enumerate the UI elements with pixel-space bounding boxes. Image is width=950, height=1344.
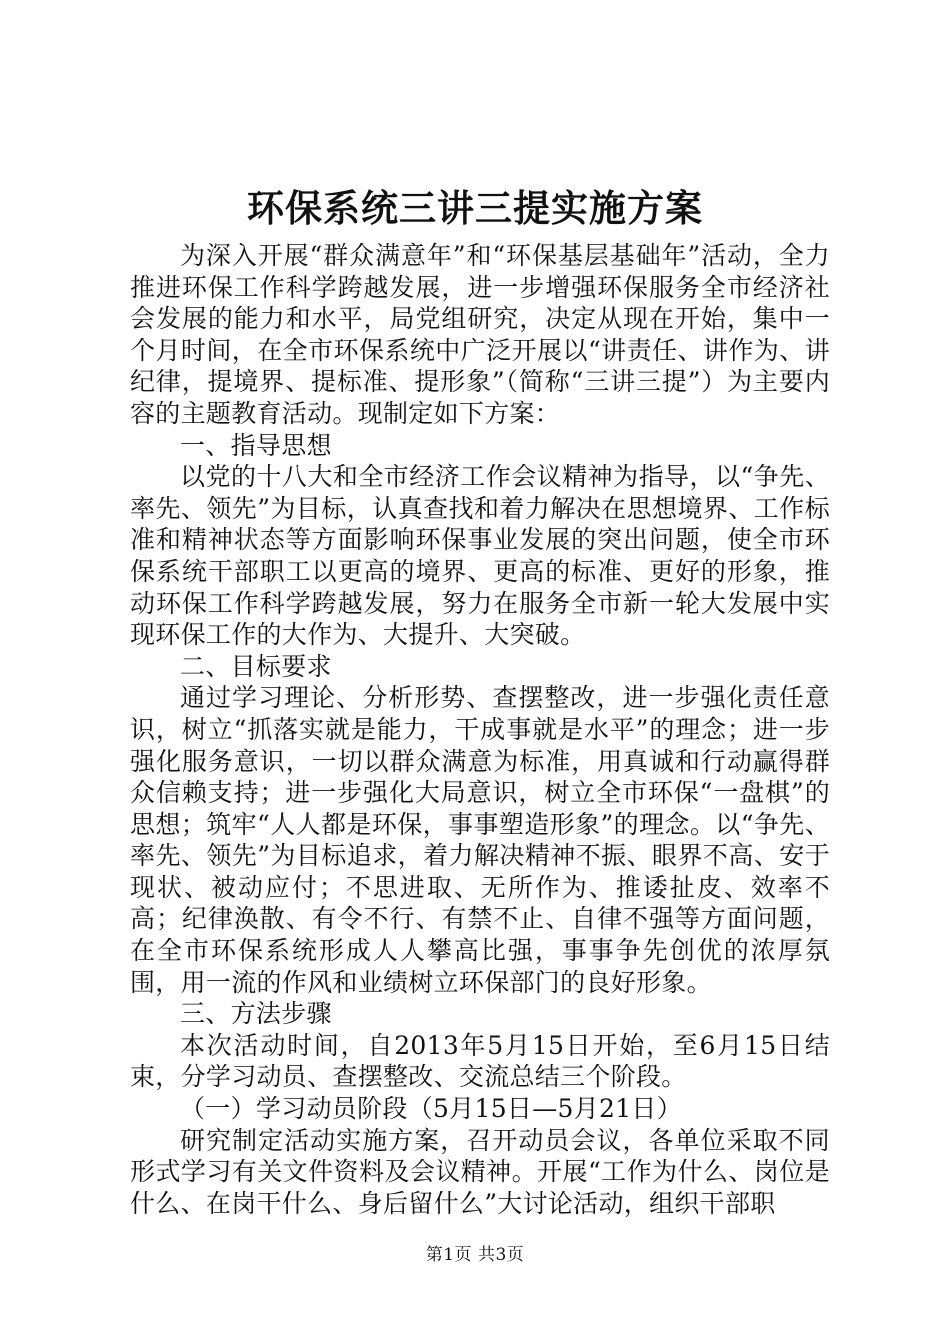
page-footer: 第1页 共3页 (425, 1245, 525, 1265)
section-heading-steps: 三、方法步骤 (180, 999, 332, 1029)
subsection-heading-study-phase: （一）学习动员阶段（5月15日—5月21日） (180, 1094, 683, 1124)
paragraph-goals: 通过学习理论、分析形势、查摆整改，进一步强化责任意识，树立“抓落实就是能力，干成事就是水平”的理念；进一步强化服务意识，一切以群众满意为标准，用真诚和行动赢得群众信赖支持；进一步强化大局意识，树立全市环保“一盘棋”的思想；筑牢“人人都是环保，事事塑造形象”的理念。以“争先、率先、领先”为目标追求，着力解决精神不振、眼界不高、安于现状、被动应付；不思进取、无所作为、推诿扯皮、效率不高；纪律涣散、有令不行、有禁不止、自律不强等方面问题，在全市环保系统形成人人攀高比强，事事争先创优的浓厚氛围，用一流的作风和业绩树立环保部门的良好形象。 (130, 683, 830, 997)
section-heading-guiding-thought: 一、指导思想 (180, 430, 332, 460)
paragraph-steps-timeline: 本次活动时间，自2013年5月15日开始，至6月15日结束，分学习动员、查摆整改、交流总结三个阶段。 (130, 1030, 830, 1092)
document-body (130, 240, 830, 1219)
paragraph-guiding-thought: 以党的十八大和全市经济工作会议精神为指导，以“争先、率先、领先”为目标，认真查找和着力解决在思想境界、工作标准和精神状态等方面影响环保事业发展的突出问题，使全市环保系统干部职工以更高的境界、更高的标准、更好的形象，推动环保工作科学跨越发展，努力在服务全市新一轮大发展中实现环保工作的大作为、大提升、大突破。 (130, 462, 830, 650)
document-title: 环保系统三讲三提实施方案 (247, 186, 703, 230)
paragraph-intro: 为深入开展“群众满意年”和“环保基层基础年”活动，全力推进环保工作科学跨越发展，进一步增强环保服务全市经济社会发展的能力和水平，局党组研究，决定从现在开始，集中一个月时间，在全市环保系统中广泛开展以“讲责任、讲作为、讲纪律，提境界、提标准、提形象”（简称“三讲三提”）为主要内容的主题教育活动。现制定如下方案： (130, 241, 830, 428)
section-heading-goals: 二、目标要求 (180, 651, 332, 681)
paragraph-study-phase: 研究制定活动实施方案，召开动员会议，各单位采取不同形式学习有关文件资料及会议精神。开展“工作为什么、岗位是什么、在岗干什么、身后留什么”大讨论活动，组织干部职 (130, 1125, 830, 1218)
